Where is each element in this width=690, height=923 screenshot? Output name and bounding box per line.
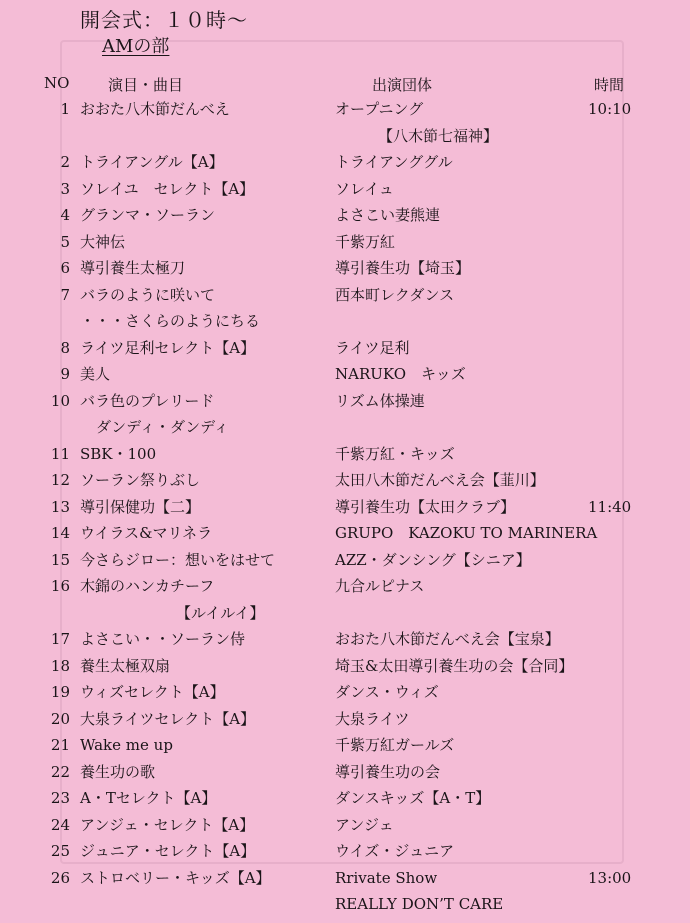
start-time: 10:10 [588,100,632,118]
performance-title: 今さらジロー：想いをはせて [80,550,276,569]
performing-group: アンジェ [335,815,394,834]
performance-title: おおた八木節だんべえ [80,100,230,118]
performance-title: 木錦のハンカチーフ [80,577,215,595]
am-section-heading: AMの部 [102,36,170,57]
row-number: 23 [50,789,70,807]
performing-group: ライツ足利 [335,338,410,357]
table-row [0,706,690,732]
table-row [0,123,690,149]
performance-title: SBK・100 [80,444,157,463]
performing-group: 導引養生功【埼玉】 [335,259,471,277]
row-number: 13 [50,497,70,516]
performing-group: AZZ・ダンシング【シニア】 [335,550,531,569]
start-time: 11:40 [588,497,632,516]
performance-title: ライツ足利セレクト【A】 [80,338,256,357]
performing-group: 千紫万紅・キッズ [335,444,455,463]
row-number: 3 [60,179,70,198]
performance-title: ・・・さくらのようにちる [80,312,261,330]
row-number: 2 [60,153,70,171]
performance-title: A・Tセレクト【A】 [80,789,217,807]
row-number: 6 [60,259,70,277]
row-number: 8 [60,338,70,357]
performing-group: 埼玉&太田導引養生功の会【合同】 [335,656,574,675]
performance-title: Wake me up [80,736,173,754]
table-row [0,573,690,599]
performance-title: ソーラン祭りぶし [80,471,201,489]
table-row [0,282,690,308]
performing-group: トライアンググル [335,153,453,171]
performance-title: よさこい・・ソーラン侍 [80,630,246,648]
table-row [0,785,690,811]
row-number: 7 [60,285,70,304]
row-number: 17 [50,630,70,648]
table-row [0,96,690,122]
table-row [0,547,690,573]
performing-group: REALLY DON’T CARE [335,895,504,913]
performance-title: 大神伝 [80,232,126,251]
performance-title: バラ色のプレリード [80,391,215,410]
table-row [0,600,690,626]
column-header-no: NO [44,74,70,92]
table-row [0,414,690,440]
performance-title: 養生太極双扇 [80,656,171,675]
table-row [0,838,690,864]
table-row [0,653,690,679]
row-number: 16 [50,577,70,595]
performing-group: 太田八木節だんべえ会【韮川】 [335,471,545,489]
performing-group: NARUKO キッズ [335,365,466,383]
table-row [0,679,690,705]
table-row [0,626,690,652]
table-row [0,812,690,838]
performing-group: 西本町レクダンス [335,285,455,304]
table-row [0,494,690,520]
performing-group: 千紫万紅 [335,232,396,251]
performing-group: ダンス・ウィズ [335,683,439,701]
performance-title: トライアングル【A】 [80,153,224,171]
table-row [0,149,690,175]
table-row [0,759,690,785]
row-number: 1 [60,100,70,118]
row-number: 15 [50,550,70,569]
performance-title: 導引養生太極刀 [80,259,186,277]
row-number: 24 [50,815,70,834]
performing-group: リズム体操連 [335,391,425,410]
row-number: 5 [60,232,70,251]
row-number: 25 [50,842,70,860]
table-row [0,361,690,387]
table-row [0,388,690,414]
performing-group: Rrivate Show [335,868,438,887]
row-number: 10 [50,391,70,410]
table-row [0,467,690,493]
performing-group: 九合ルピナス [335,577,425,595]
table-row [0,520,690,546]
table-row [0,255,690,281]
performing-group: よさこい妻熊連 [335,206,441,224]
table-row [0,335,690,361]
performance-title: ダンディ・ダンディ [96,418,229,436]
row-number: 21 [50,736,70,754]
row-number: 11 [50,444,70,463]
performing-group: 大泉ライツ [335,709,410,728]
row-number: 12 [50,471,70,489]
performing-group: ダンスキッズ【A・T】 [335,789,491,807]
column-header-title: 演目・曲目 [108,76,184,94]
performance-title: ストロベリー・キッズ【A】 [80,868,271,887]
row-number: 9 [60,365,70,383]
table-row [0,865,690,891]
column-header-time: 時間 [594,76,625,94]
table-row [0,202,690,228]
table-row [0,441,690,467]
performance-title: 美人 [80,365,111,383]
column-header-group: 出演団体 [372,76,433,94]
performing-group: 導引養生功【太田クラブ】 [335,497,516,516]
row-number: 22 [50,762,70,781]
performance-title: ソレイユ セレクト【A】 [80,179,255,198]
start-time: 13:00 [588,868,632,887]
row-number: 14 [50,524,70,542]
table-row [0,891,690,917]
row-number: 26 [50,868,70,887]
performance-title: バラのように咲いて [80,285,216,304]
performing-group: 千紫万紅ガールズ [335,736,455,754]
performance-title: 養生功の歌 [80,762,156,781]
performance-title: アンジェ・セレクト【A】 [80,815,255,834]
table-row [0,176,690,202]
performing-group: おおた八木節だんべえ会【宝泉】 [335,630,560,648]
performance-title: 導引保健功【二】 [80,497,201,516]
row-number: 19 [50,683,70,701]
performance-title: ウイラス&マリネラ [80,524,213,542]
performance-title: グランマ・ソーラン [80,206,216,224]
performing-group: ソレイュ [335,179,394,198]
row-number: 4 [60,206,70,224]
performance-title: 大泉ライツセレクト【A】 [80,709,256,728]
row-number: 18 [50,656,70,675]
row-number: 20 [50,709,70,728]
table-row [0,732,690,758]
performing-group: オープニング [335,100,424,118]
table-row [0,308,690,334]
performance-title: ウィズセレクト【A】 [80,683,225,701]
opening-ceremony-title: 開会式：１０時～ [80,8,248,32]
table-row [0,229,690,255]
performing-group: GRUPO KAZOKU TO MARINERA [335,524,598,542]
performing-group: 【八木節七福神】 [378,126,499,145]
performing-group: ウイズ・ジュニア [335,842,455,860]
performing-group: 導引養生功の会 [335,762,441,781]
performance-title: 【ルイルイ】 [176,603,265,622]
performance-title: ジュニア・セレクト【A】 [80,842,256,860]
